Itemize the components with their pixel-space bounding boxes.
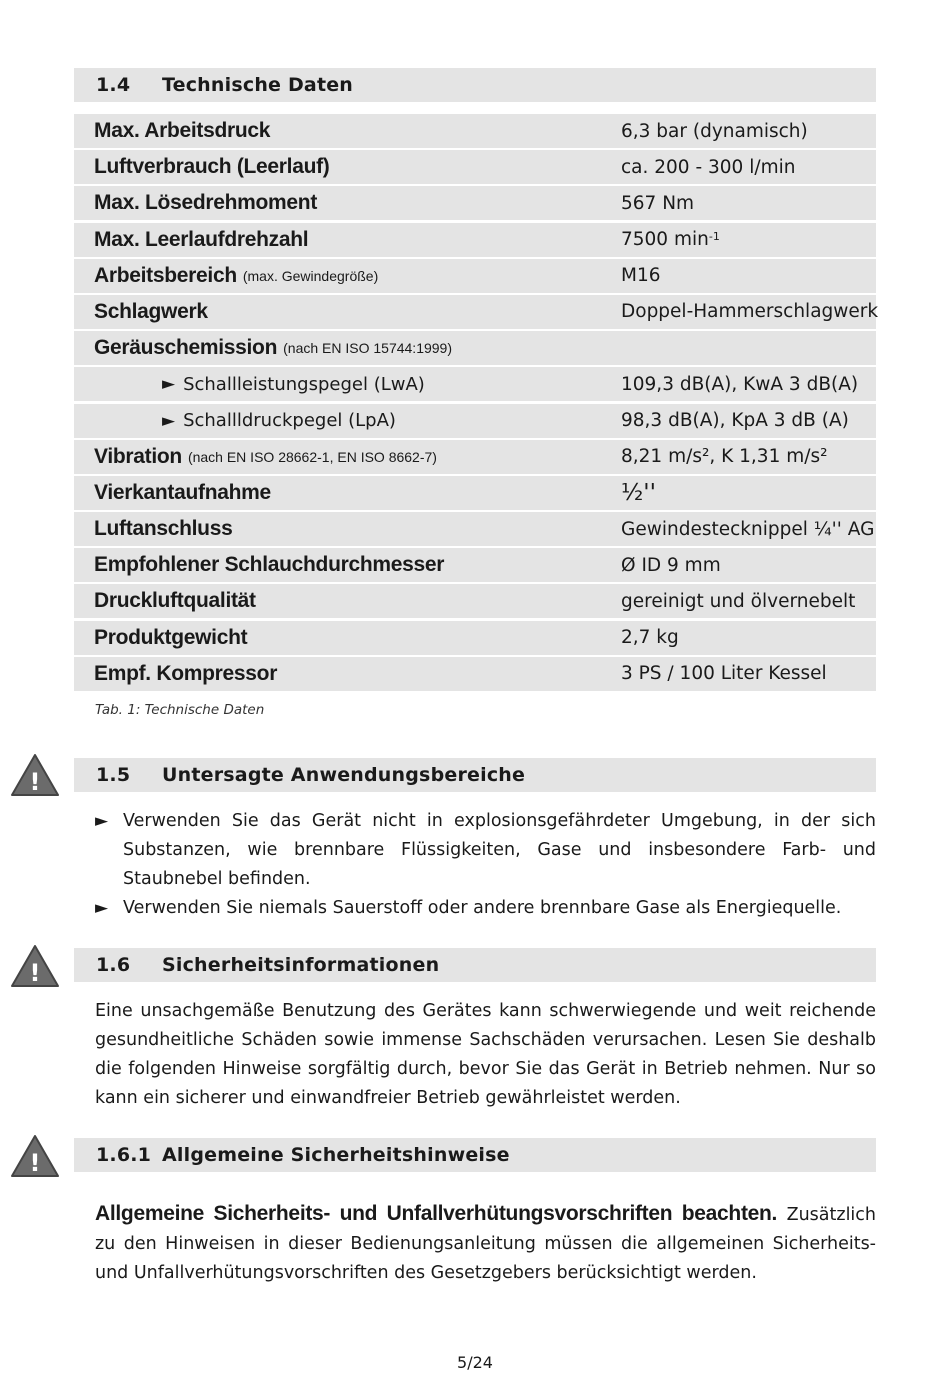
row-value-text: 6,3 bar (dynamisch) — [621, 120, 808, 142]
bullet-arrow-icon: ► — [162, 374, 176, 395]
section-title: Sicherheitsinformationen — [162, 954, 440, 976]
row-value-text: Ø ID 9 mm — [621, 554, 721, 576]
row-value — [621, 186, 694, 220]
row-value-text: ca. 200 - 300 l/min — [621, 156, 796, 178]
row-value — [621, 114, 808, 148]
table-row — [74, 621, 876, 655]
row-label-text: Luftverbrauch (Leerlauf) — [94, 155, 330, 179]
table-row — [74, 114, 876, 148]
general-safety-paragraph — [95, 1199, 876, 1288]
row-label-text: Schallldruckpegel (LpA) — [183, 410, 396, 431]
row-label-text: Empfohlener Schlauchdurchmesser — [94, 553, 445, 577]
table-row — [74, 331, 876, 365]
row-label-text: Produktgewicht — [94, 625, 248, 649]
row-label — [162, 367, 425, 401]
row-value — [621, 476, 656, 510]
row-label — [94, 186, 317, 220]
row-label-text: Empf. Kompressor — [94, 661, 278, 685]
row-label — [94, 621, 247, 655]
row-value-text: ½'' — [621, 479, 656, 506]
row-value-text: gereinigt und ölvernebelt — [621, 590, 856, 612]
row-label-note: (nach EN ISO 28662-1, EN ISO 8662-7) — [187, 448, 437, 465]
row-label-text: Schlagwerk — [94, 299, 208, 323]
table-row — [74, 404, 876, 438]
warning-triangle-icon — [10, 943, 60, 989]
row-label-text: Geräuschemission — [94, 336, 278, 360]
section-number: 1.4 — [96, 74, 131, 96]
table-row — [74, 259, 876, 293]
row-value-superscript: -1 — [708, 230, 720, 244]
row-value-text: 2,7 kg — [621, 627, 679, 649]
row-label-note: (max. Gewindegröße) — [242, 267, 379, 284]
row-label-text: Max. Leerlaufdrehzahl — [94, 227, 309, 251]
row-label — [94, 295, 208, 329]
safety-information-paragraph: Eine unsachgemäße Benutzung des Gerätes kann schwerwiegende und weit reichende gesundheitliche Schäden sowie immense Sachschäden verursachen. Lesen Sie deshalb die folgenden Hinweise sorgfältig durch, bevor Sie das Gerät in Betrieb nehmen. Nur so kann ein sicherer und einwandfreier Betrieb gewährleistet werden. — [95, 1001, 876, 1108]
row-label — [94, 150, 330, 184]
table-row — [74, 295, 879, 329]
row-label-text: Max. Arbeitsdruck — [94, 119, 271, 142]
row-value — [621, 440, 828, 474]
row-value — [621, 150, 795, 184]
warning-glyph: ! — [29, 1149, 41, 1177]
section-number: 1.6 — [96, 954, 131, 976]
row-value — [621, 512, 874, 546]
row-label-text: Arbeitsbereich — [94, 263, 237, 287]
row-value-text: M16 — [621, 265, 661, 287]
row-value — [621, 404, 849, 438]
warning-triangle-icon — [10, 752, 60, 798]
paragraph-text: Zusätzlich zu den Hinweisen in dieser Bedienungsanleitung müssen die allgemeinen Sicherheits- und Unfallverhütungsvorschriften des Gesetzgebers berücksichtigt werden. — [95, 1205, 876, 1283]
list-item-text: Verwenden Sie niemals Sauerstoff oder andere brennbare Gase als Energiequelle. — [123, 898, 842, 918]
table-row — [74, 476, 876, 510]
row-value — [621, 295, 878, 329]
row-value — [621, 259, 661, 293]
row-value — [621, 367, 858, 401]
table-caption: Tab. 1: Technische Daten — [95, 702, 265, 718]
row-label — [94, 476, 271, 510]
row-label — [94, 548, 444, 582]
row-label — [94, 331, 452, 365]
row-label — [94, 114, 270, 148]
section-title: Untersagte Anwendungsbereiche — [162, 764, 526, 786]
row-label-text: Vibration — [94, 444, 182, 468]
prohibited-uses-list — [95, 807, 876, 923]
row-label-text: Max. Lösedrehmoment — [94, 191, 318, 215]
section-heading-allgemeine-sicherheitshinweise — [74, 1138, 876, 1172]
section-heading-sicherheitsinformationen — [74, 948, 876, 982]
row-value — [621, 657, 827, 691]
row-value-text: 3 PS / 100 Liter Kessel — [621, 663, 827, 685]
row-value — [621, 223, 720, 257]
row-value — [621, 621, 679, 655]
section-title: Technische Daten — [162, 74, 354, 96]
row-label — [94, 584, 256, 618]
row-value-text: 109,3 dB(A), KwA 3 dB(A) — [621, 373, 859, 395]
bullet-arrow-icon: ► — [162, 410, 176, 431]
row-value — [621, 584, 855, 618]
technical-data-table — [74, 114, 879, 693]
row-value-text: 98,3 dB(A), KpA 3 dB (A) — [621, 410, 849, 431]
section-number: 1.5 — [96, 764, 131, 786]
row-value-text: 7500 min — [621, 229, 709, 251]
page-number: 5/24 — [457, 1353, 493, 1372]
warning-glyph: ! — [29, 959, 41, 987]
row-value — [621, 548, 721, 582]
section-heading-technische-daten — [74, 68, 876, 102]
bullet-arrow-icon: ► — [95, 898, 109, 918]
paragraph-lead: Allgemeine Sicherheits- und Unfallverhütungsvorschriften beachten. — [95, 1202, 778, 1225]
table-row — [74, 657, 876, 691]
table-row — [74, 186, 876, 220]
row-label-text: Druckluftqualität — [94, 589, 256, 613]
section-heading-untersagte-anwendungsbereiche — [74, 758, 876, 792]
table-row — [74, 548, 876, 582]
row-label-text: Luftanschluss — [94, 517, 233, 541]
row-label-note: (nach EN ISO 15744:1999) — [283, 340, 453, 357]
row-value-text: 567 Nm — [621, 192, 695, 214]
table-row — [74, 512, 876, 546]
list-item — [95, 894, 876, 923]
table-row — [74, 367, 876, 401]
row-label — [94, 440, 437, 474]
table-row — [74, 584, 876, 618]
row-label-text: Vierkantaufnahme — [94, 480, 271, 504]
row-label-text: Schallleistungspegel (LwA) — [183, 373, 425, 395]
table-row — [74, 150, 876, 184]
warning-triangle-icon — [10, 1133, 60, 1179]
list-item-text: Verwenden Sie das Gerät nicht in explosionsgefährdeter Umgebung, in der sich Substanzen, wie brennbare Flüssigkeiten, Gase und insbesondere Farb- und Staubnebel befinden. — [123, 811, 876, 889]
row-label — [94, 259, 378, 293]
row-label — [94, 657, 277, 691]
section-title: Allgemeine Sicherheitshinweise — [162, 1144, 510, 1166]
row-label — [94, 223, 308, 257]
row-value-text: Gewindestecknippel ¼'' AG — [621, 518, 875, 540]
table-row — [74, 223, 876, 257]
row-value-text: 8,21 m/s², K 1,31 m/s² — [621, 446, 828, 468]
row-label — [162, 404, 396, 438]
list-item — [95, 807, 876, 894]
table-row — [74, 440, 876, 474]
section-number: 1.6.1 — [96, 1144, 152, 1166]
row-value-text: Doppel-Hammerschlagwerk — [621, 301, 879, 323]
warning-glyph: ! — [29, 768, 41, 796]
bullet-arrow-icon: ► — [95, 811, 109, 831]
row-label — [94, 512, 232, 546]
